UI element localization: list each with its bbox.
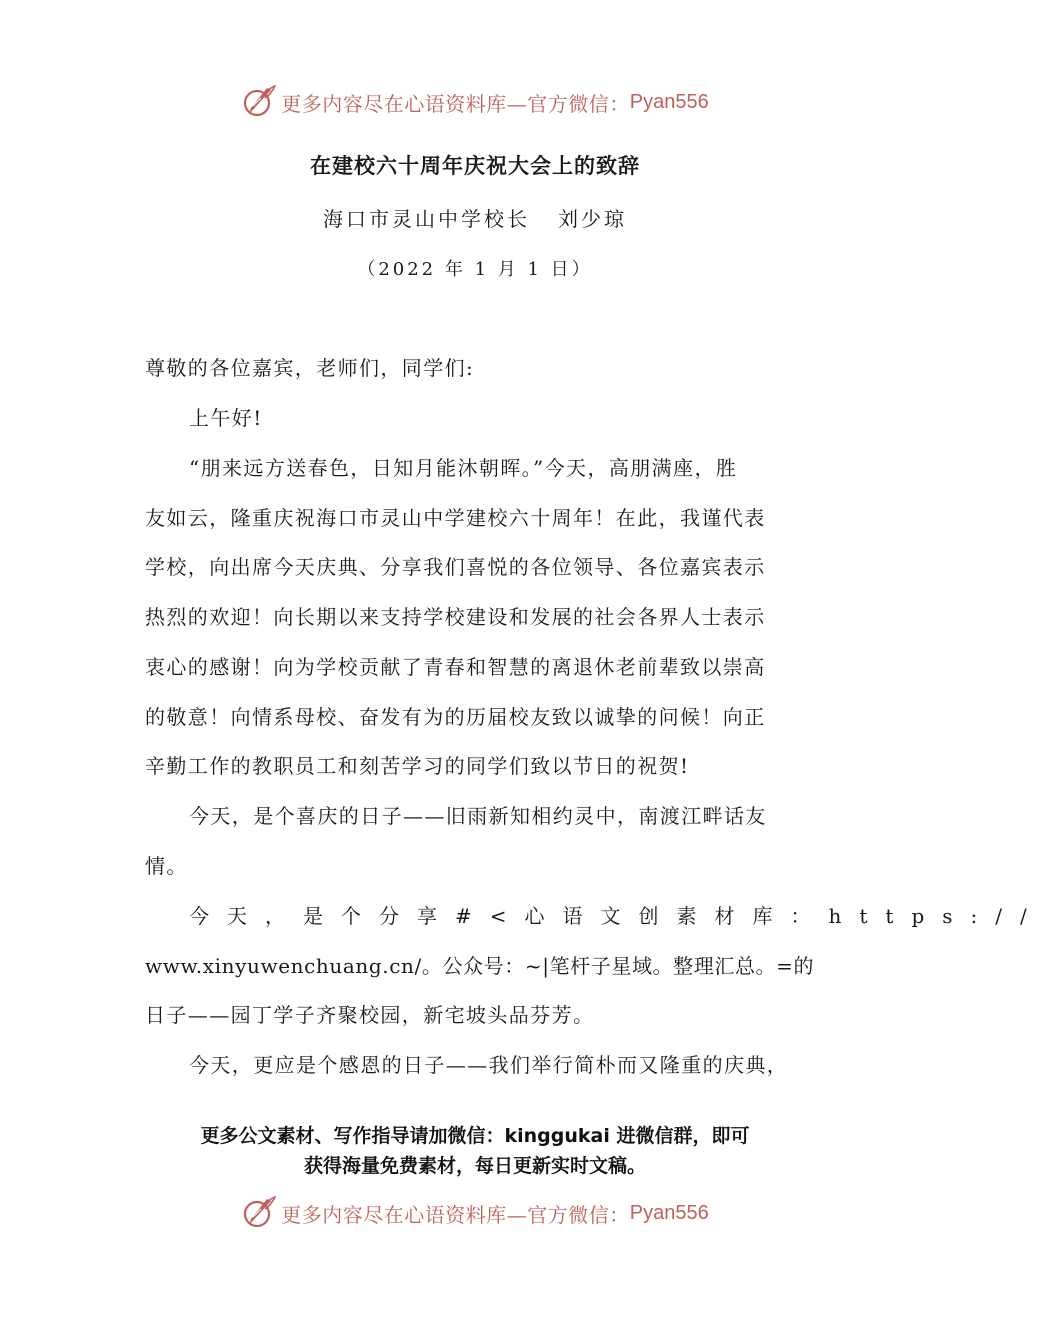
quill-logo-icon: [241, 84, 277, 120]
body-line: 今天，是个喜庆的日子——旧雨新知相约灵中，南渡江畔话友: [189, 804, 767, 828]
body-line: 上午好!: [189, 406, 263, 430]
body-line: 热烈的欢迎！向长期以来支持学校建设和发展的社会各界人士表示: [145, 605, 766, 629]
body-line: 日子——园丁学子齐聚校园，新宅坡头品芬芳。: [145, 1003, 595, 1027]
promo-line-1: 更多公文素材、写作指导请加微信：kinggukai 进微信群，即可: [200, 1125, 750, 1147]
body-line: www.xinyuwenchuang.cn/。公众号：~|笔杆子星域。整理汇总。=的: [145, 954, 815, 978]
watermark-text: 更多内容尽在心语资料库—官方微信：: [281, 1202, 630, 1227]
watermark-wechat-id: Pyan556: [629, 1201, 709, 1224]
document-author: 海口市灵山中学校长 刘少琼: [322, 207, 628, 231]
body-line: “朋来远方送春色，日知月能沐朝晖。”今天，高朋满座，胜: [189, 456, 738, 480]
document-date: （2022 年 1 月 1 日）: [357, 259, 593, 280]
promo-line-2: 获得海量免费素材，每日更新实时文稿。: [303, 1155, 646, 1177]
body-line: 衷心的感谢！向为学校贡献了青春和智慧的离退休老前辈致以崇高: [145, 655, 766, 679]
watermark-footer: [0, 1193, 950, 1233]
watermark-text: 更多内容尽在心语资料库—官方微信：: [281, 91, 630, 116]
quill-logo-icon: [241, 1195, 277, 1231]
body-line: 友如云，隆重庆祝海口市灵山中学建校六十周年！在此，我谨代表: [145, 506, 766, 530]
body-line: 情。: [145, 854, 188, 878]
body-line: 今天，是个分享#<心语文创素材库：https://: [189, 904, 1045, 928]
body-line: 学校，向出席今天庆典、分享我们喜悦的各位领导、各位嘉宾表示: [145, 555, 766, 579]
watermark-header: [0, 82, 950, 122]
body-line: 辛勤工作的教职员工和刻苦学习的同学们致以节日的祝贺!: [145, 754, 690, 778]
watermark-wechat-id: Pyan556: [629, 90, 709, 113]
document-title: 在建校六十周年庆祝大会上的致辞: [310, 153, 640, 178]
body-line: 尊敬的各位嘉宾，老师们，同学们:: [145, 356, 475, 380]
body-line: 今天，更应是个感恩的日子——我们举行简朴而又隆重的庆典，: [189, 1053, 789, 1077]
body-line: 的敬意！向情系母校、奋发有为的历届校友致以诚挚的问候！向正: [145, 705, 766, 729]
